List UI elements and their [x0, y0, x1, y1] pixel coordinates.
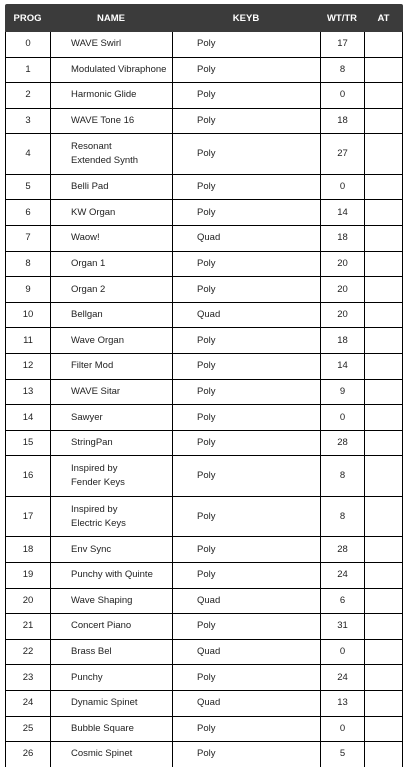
cell-name: Harmonic Glide: [50, 83, 172, 108]
cell-name: Dynamic Spinet: [50, 691, 172, 716]
cell-prog: 17: [5, 497, 50, 537]
cell-keyb: Poly: [172, 200, 320, 225]
cell-at: [364, 431, 403, 456]
cell-name: KW Organ: [50, 200, 172, 225]
cell-keyb: Quad: [172, 226, 320, 251]
cell-prog: 18: [5, 537, 50, 562]
cell-prog: 26: [5, 742, 50, 767]
cell-prog: 24: [5, 691, 50, 716]
cell-name: Env Sync: [50, 537, 172, 562]
table-row: [5, 328, 403, 354]
cell-keyb: Poly: [172, 497, 320, 537]
cell-wt-tr: 14: [320, 354, 364, 379]
cell-prog: 4: [5, 134, 50, 174]
cell-prog: 16: [5, 456, 50, 496]
table-row: [5, 380, 403, 406]
cell-name: Concert Piano: [50, 614, 172, 639]
cell-keyb: Poly: [172, 134, 320, 174]
table-row: [5, 175, 403, 201]
cell-keyb: Quad: [172, 589, 320, 614]
cell-keyb: Poly: [172, 742, 320, 767]
cell-prog: 0: [5, 32, 50, 57]
table-row: [5, 456, 403, 497]
cell-wt-tr: 20: [320, 252, 364, 277]
table-row: [5, 58, 403, 84]
cell-keyb: Poly: [172, 405, 320, 430]
cell-wt-tr: 17: [320, 32, 364, 57]
cell-keyb: Poly: [172, 665, 320, 690]
cell-at: [364, 354, 403, 379]
cell-name: Organ 1: [50, 252, 172, 277]
cell-name: Sawyer: [50, 405, 172, 430]
table-row: [5, 717, 403, 743]
cell-name: Modulated Vibraphone: [50, 58, 172, 83]
cell-at: [364, 614, 403, 639]
table-row: [5, 109, 403, 135]
cell-wt-tr: 20: [320, 303, 364, 328]
cell-keyb: Poly: [172, 58, 320, 83]
table-row: [5, 614, 403, 640]
cell-keyb: Quad: [172, 691, 320, 716]
cell-wt-tr: 0: [320, 175, 364, 200]
cell-name: Brass Bel: [50, 640, 172, 665]
table-row: [5, 252, 403, 278]
table-row: [5, 742, 403, 767]
table-row: [5, 83, 403, 109]
cell-wt-tr: 24: [320, 665, 364, 690]
cell-at: [364, 200, 403, 225]
cell-keyb: Poly: [172, 354, 320, 379]
cell-keyb: Quad: [172, 640, 320, 665]
cell-keyb: Poly: [172, 32, 320, 57]
cell-name: Belli Pad: [50, 175, 172, 200]
cell-keyb: Poly: [172, 83, 320, 108]
table-row: [5, 134, 403, 175]
cell-at: [364, 691, 403, 716]
table-row: [5, 563, 403, 589]
table-row: [5, 32, 403, 58]
cell-at: [364, 456, 403, 496]
cell-wt-tr: 20: [320, 277, 364, 302]
cell-prog: 7: [5, 226, 50, 251]
cell-at: [364, 226, 403, 251]
header-at: AT: [377, 12, 390, 24]
cell-wt-tr: 8: [320, 58, 364, 83]
cell-at: [364, 717, 403, 742]
table-row: [5, 640, 403, 666]
cell-wt-tr: 6: [320, 589, 364, 614]
header-prog: PROG: [13, 12, 42, 24]
table-row: [5, 589, 403, 615]
table-row: [5, 354, 403, 380]
cell-keyb: Poly: [172, 328, 320, 353]
cell-wt-tr: 9: [320, 380, 364, 405]
cell-wt-tr: 18: [320, 226, 364, 251]
cell-at: [364, 83, 403, 108]
program-table: [5, 4, 403, 767]
cell-keyb: Poly: [172, 380, 320, 405]
cell-keyb: Poly: [172, 431, 320, 456]
cell-keyb: Poly: [172, 717, 320, 742]
header-wt-tr: WT/TR: [326, 12, 358, 24]
cell-name: Inspired by Electric Keys: [50, 497, 172, 537]
cell-keyb: Quad: [172, 303, 320, 328]
cell-at: [364, 380, 403, 405]
table-row: [5, 665, 403, 691]
cell-name: WAVE Tone 16: [50, 109, 172, 134]
cell-keyb: Poly: [172, 109, 320, 134]
cell-at: [364, 537, 403, 562]
cell-at: [364, 277, 403, 302]
cell-at: [364, 58, 403, 83]
cell-name: Bellgan: [50, 303, 172, 328]
cell-wt-tr: 0: [320, 405, 364, 430]
cell-prog: 22: [5, 640, 50, 665]
cell-wt-tr: 0: [320, 640, 364, 665]
cell-wt-tr: 8: [320, 497, 364, 537]
cell-name: Organ 2: [50, 277, 172, 302]
table-row: [5, 431, 403, 457]
cell-wt-tr: 8: [320, 456, 364, 496]
cell-name: Cosmic Spinet: [50, 742, 172, 767]
cell-prog: 14: [5, 405, 50, 430]
cell-keyb: Poly: [172, 456, 320, 496]
cell-name: Punchy: [50, 665, 172, 690]
cell-prog: 2: [5, 83, 50, 108]
cell-at: [364, 175, 403, 200]
cell-wt-tr: 31: [320, 614, 364, 639]
cell-name: WAVE Sitar: [50, 380, 172, 405]
table-row: [5, 405, 403, 431]
cell-prog: 6: [5, 200, 50, 225]
cell-prog: 20: [5, 589, 50, 614]
header-name: NAME: [97, 12, 125, 24]
cell-at: [364, 252, 403, 277]
cell-prog: 3: [5, 109, 50, 134]
cell-wt-tr: 0: [320, 83, 364, 108]
cell-wt-tr: 18: [320, 328, 364, 353]
cell-prog: 19: [5, 563, 50, 588]
cell-prog: 23: [5, 665, 50, 690]
cell-keyb: Poly: [172, 537, 320, 562]
cell-prog: 15: [5, 431, 50, 456]
cell-at: [364, 589, 403, 614]
header-keyb: KEYB: [232, 12, 260, 24]
cell-wt-tr: 24: [320, 563, 364, 588]
table-header: [5, 4, 403, 32]
cell-wt-tr: 13: [320, 691, 364, 716]
table-row: [5, 200, 403, 226]
cell-at: [364, 665, 403, 690]
cell-at: [364, 134, 403, 174]
table-row: [5, 277, 403, 303]
cell-at: [364, 303, 403, 328]
cell-keyb: Poly: [172, 563, 320, 588]
cell-name: Bubble Square: [50, 717, 172, 742]
table-row: [5, 537, 403, 563]
table-row: [5, 691, 403, 717]
cell-prog: 10: [5, 303, 50, 328]
cell-wt-tr: 0: [320, 717, 364, 742]
cell-wt-tr: 18: [320, 109, 364, 134]
cell-name: Wave Shaping: [50, 589, 172, 614]
table-row: [5, 303, 403, 329]
cell-wt-tr: 5: [320, 742, 364, 767]
cell-prog: 12: [5, 354, 50, 379]
cell-prog: 11: [5, 328, 50, 353]
cell-wt-tr: 14: [320, 200, 364, 225]
cell-at: [364, 742, 403, 767]
cell-prog: 13: [5, 380, 50, 405]
cell-prog: 21: [5, 614, 50, 639]
cell-at: [364, 328, 403, 353]
cell-name: Resonant Extended Synth: [50, 134, 172, 174]
cell-prog: 5: [5, 175, 50, 200]
cell-at: [364, 405, 403, 430]
cell-at: [364, 640, 403, 665]
cell-name: Wave Organ: [50, 328, 172, 353]
cell-wt-tr: 28: [320, 431, 364, 456]
cell-prog: 8: [5, 252, 50, 277]
cell-wt-tr: 28: [320, 537, 364, 562]
cell-name: Inspired by Fender Keys: [50, 456, 172, 496]
cell-keyb: Poly: [172, 277, 320, 302]
table-body: [5, 32, 403, 767]
cell-name: StringPan: [50, 431, 172, 456]
cell-at: [364, 109, 403, 134]
cell-keyb: Poly: [172, 175, 320, 200]
cell-keyb: Poly: [172, 614, 320, 639]
cell-prog: 9: [5, 277, 50, 302]
cell-keyb: Poly: [172, 252, 320, 277]
table-row: [5, 497, 403, 538]
cell-name: Waow!: [50, 226, 172, 251]
cell-wt-tr: 27: [320, 134, 364, 174]
cell-prog: 1: [5, 58, 50, 83]
cell-at: [364, 497, 403, 537]
cell-at: [364, 32, 403, 57]
cell-name: WAVE Swirl: [50, 32, 172, 57]
cell-prog: 25: [5, 717, 50, 742]
table-row: [5, 226, 403, 252]
cell-name: Filter Mod: [50, 354, 172, 379]
cell-name: Punchy with Quinte: [50, 563, 172, 588]
cell-at: [364, 563, 403, 588]
